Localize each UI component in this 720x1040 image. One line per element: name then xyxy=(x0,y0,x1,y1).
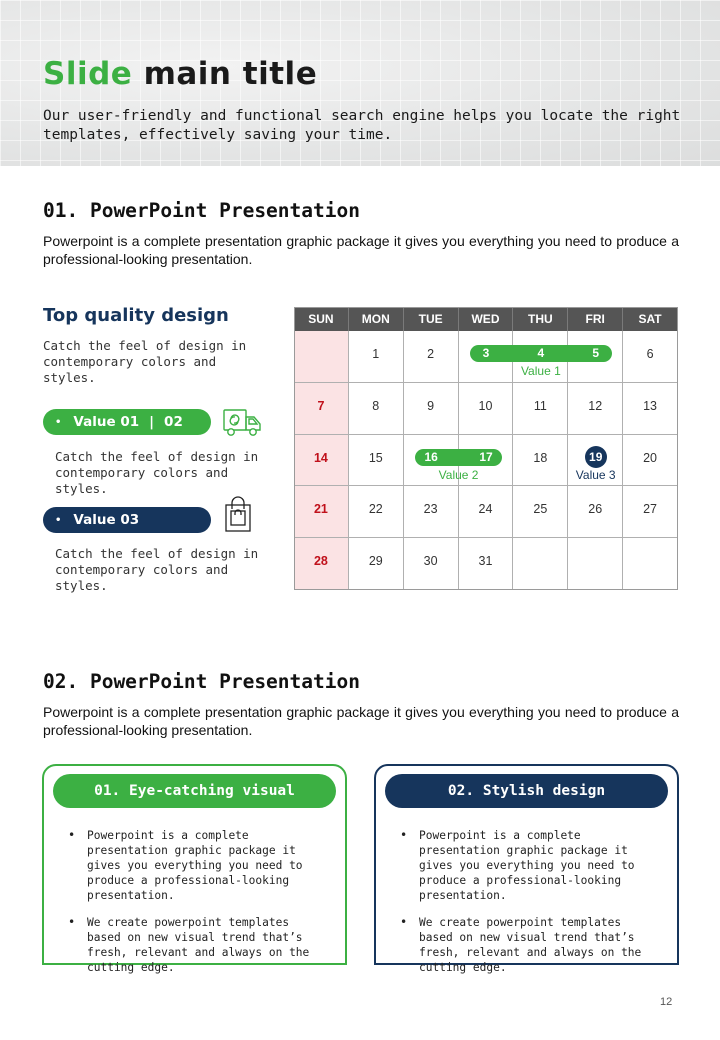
calendar-highlight-day: 3 xyxy=(482,346,490,360)
calendar-highlight-day: 17 xyxy=(479,449,493,464)
calendar-date-cell: 27 xyxy=(623,486,678,538)
calendar-date-cell: 7 xyxy=(294,383,349,435)
calendar-date-cell: 30 xyxy=(404,538,459,590)
value-3-marker: 19 xyxy=(585,446,607,468)
delivery-truck-icon xyxy=(222,407,262,439)
calendar-day-header: MON xyxy=(349,307,404,331)
calendar-date-cell: 14 xyxy=(294,435,349,487)
calendar-highlight-day: 16 xyxy=(424,449,438,464)
calendar-date-cell: 6 xyxy=(623,331,678,383)
section1-text: Powerpoint is a complete presentation graphic package it gives you everything you need to produce a professional-looking presentation. xyxy=(43,233,679,267)
card-eye-catching xyxy=(42,764,347,974)
calendar-day-header: SAT xyxy=(623,307,678,331)
card-bullet: • We create powerpoint templates based on new visual trend that’s fresh, relevant and always on the cutting edge. xyxy=(68,915,318,975)
calendar-date-cell: 22 xyxy=(349,486,404,538)
card-bullet-list xyxy=(68,828,318,987)
value-01-02-text: Catch the feel of design in contemporary colors and styles. xyxy=(55,449,259,496)
calendar-day-header: THU xyxy=(513,307,568,331)
calendar-date-cell xyxy=(513,538,568,590)
calendar-date-cell: 21 xyxy=(294,486,349,538)
calendar-date-cell: 29 xyxy=(349,538,404,590)
calendar-day-header: SUN xyxy=(294,307,349,331)
page-number: 12 xyxy=(660,996,673,1008)
card-bullet: • Powerpoint is a complete presentation graphic package it gives you everything you need to produce a professional-looking presentation. xyxy=(400,828,650,903)
calendar-date-cell: 13 xyxy=(623,383,678,435)
card-bullet: • We create powerpoint templates based on new visual trend that’s fresh, relevant and always on the cutting edge. xyxy=(400,915,650,975)
value-1-label: Value 1 xyxy=(520,364,561,378)
calendar-highlight-day: 4 xyxy=(537,346,545,360)
value-03-label: Value 03 xyxy=(73,512,140,528)
page-title-rest: main title xyxy=(132,56,318,92)
calendar-date-cell: 9 xyxy=(404,383,459,435)
value-3-label: Value 3 xyxy=(575,467,616,482)
value-03-text: Catch the feel of design in contemporary colors and styles. xyxy=(55,546,259,593)
calendar-date-cell: 26 xyxy=(568,486,623,538)
calendar-day-header: FRI xyxy=(568,307,623,331)
calendar-date-cell: 8 xyxy=(349,383,404,435)
calendar-day-header: WED xyxy=(459,307,514,331)
card-title: 01. Eye-catching visual xyxy=(53,774,336,808)
top-quality-heading: Top quality design xyxy=(43,305,229,326)
calendar-date-cell: 10 xyxy=(459,383,514,435)
calendar-date-cell: 25 xyxy=(513,486,568,538)
shopping-bag-icon xyxy=(222,495,254,533)
calendar-date-cell: 15 xyxy=(349,435,404,487)
calendar-date-cell: 23 xyxy=(404,486,459,538)
calendar-date-cell: 12 xyxy=(568,383,623,435)
calendar-date-cell: 24 xyxy=(459,486,514,538)
calendar-date-cell: 18 xyxy=(513,435,568,487)
calendar-date-cell xyxy=(623,538,678,590)
page-title-accent: Slide xyxy=(43,56,133,92)
value-2-label: Value 2 xyxy=(438,467,479,482)
calendar-date-cell xyxy=(568,538,623,590)
card-bullet-list xyxy=(400,828,650,987)
value-02-label: 02 xyxy=(164,414,183,430)
page-subtitle: Our user-friendly and functional search engine helps you locate the right templates, effectively saving your time. xyxy=(43,108,681,143)
value-03-pill xyxy=(43,507,211,533)
calendar-date-cell: 11 xyxy=(513,383,568,435)
calendar-highlight-day: 5 xyxy=(592,346,600,360)
section1-heading: 01. PowerPoint Presentation xyxy=(43,199,360,222)
calendar-date-cell xyxy=(294,331,349,383)
top-quality-intro: Catch the feel of design in contemporary colors and styles. xyxy=(43,338,247,385)
calendar-date-cell: 31 xyxy=(459,538,514,590)
value-separator: | xyxy=(149,414,155,430)
card-title: 02. Stylish design xyxy=(385,774,668,808)
page-title xyxy=(43,56,317,92)
card-bullet: • Powerpoint is a complete presentation graphic package it gives you everything you need to produce a professional-looking presentation. xyxy=(68,828,318,903)
value-01-02-pill xyxy=(43,409,211,435)
pill-bullet: • xyxy=(55,514,62,526)
pill-bullet: • xyxy=(55,416,62,428)
value-01-label: Value 01 xyxy=(73,414,140,430)
calendar-date-cell: 2 xyxy=(404,331,459,383)
calendar-date-cell: 28 xyxy=(294,538,349,590)
section2-text: Powerpoint is a complete presentation graphic package it gives you everything you need to produce a professional-looking presentation. xyxy=(43,704,679,738)
calendar-day-header: TUE xyxy=(404,307,459,331)
card-stylish-design xyxy=(374,764,679,974)
section2-heading: 02. PowerPoint Presentation xyxy=(43,670,360,693)
calendar-date-cell: 20 xyxy=(623,435,678,487)
calendar-date-cell: 1 xyxy=(349,331,404,383)
